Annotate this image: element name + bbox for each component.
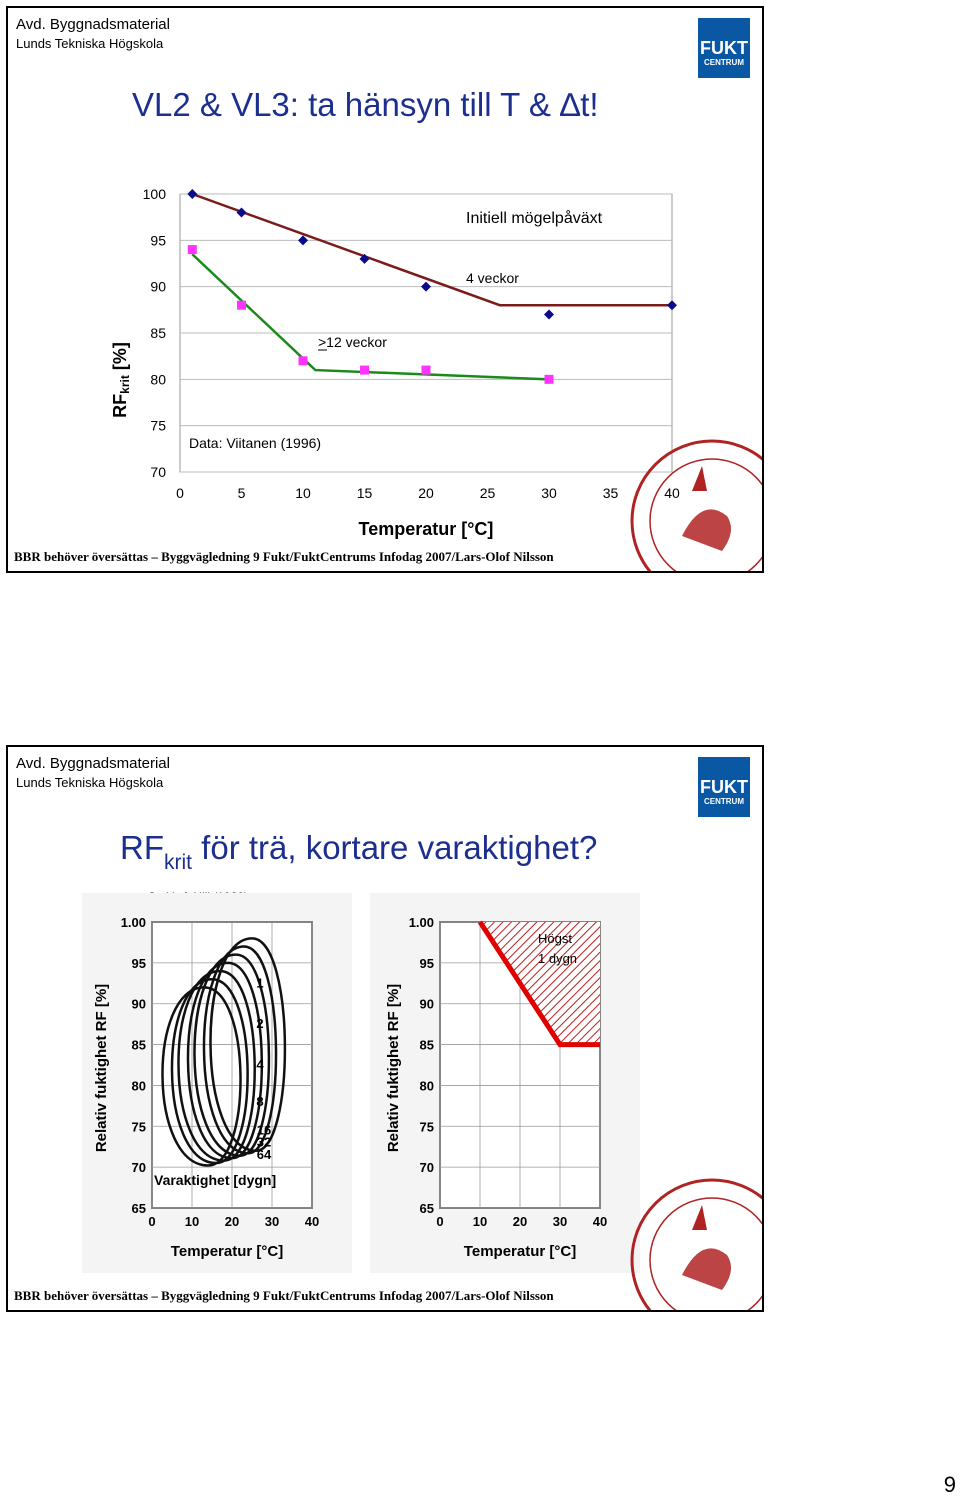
chart2-curve-label: 32 [256,1134,272,1150]
chart1-ytick-label: 80 [150,371,166,388]
annotation-12-weeks: >12 veckor [318,334,387,350]
chart2-ytick-label: 90 [131,996,146,1012]
chart2-curve-label: 8 [256,1093,264,1109]
annotation-data-source: Data: Viitanen (1996) [189,435,322,451]
slide-title [120,829,597,875]
chart3-ytick-label: 1.00 [408,915,434,930]
chart3-ytick-label: 90 [419,996,434,1012]
chart1-xtick-label: 10 [295,485,311,501]
chart3-ytick-label: 70 [419,1160,434,1176]
chart1-square-point [299,356,308,365]
ylabel-sub: krit [118,375,132,394]
chart1-ytick-label: 90 [150,278,166,295]
page-number: 9 [943,1472,956,1497]
lund-university-seal [622,1170,764,1312]
chart2-ytick-label: 95 [131,955,146,971]
chart1-diamond-point [544,309,554,319]
slide-title: VL2 & VL3: ta hänsyn till T & ∆t! [132,86,599,123]
chart1-diamond-point [667,300,677,310]
chart1-xtick-label: 25 [479,485,496,501]
title-rest: för trä, kortare varaktighet? [192,829,598,866]
annotation-4-weeks: 4 veckor [466,270,519,286]
chart1-square-point [422,366,431,375]
chart1-diamond-point [298,235,308,245]
chart1-xtick-label: 40 [664,485,680,501]
fuktcentrum-logo [698,18,750,78]
chart2-xlabel: Temperatur [°C] [170,1243,284,1260]
chart2-ytick-label: 70 [131,1160,146,1176]
chart1-ytick-label: 100 [142,186,166,202]
chart2-curve-label: 64 [256,1146,272,1162]
university-label: Lunds Tekniska Högskola [16,36,164,51]
left-caption: Smith & Hill (1982) [148,890,249,904]
chart2-ylabel: Relativ fuktighet RF [%] [93,983,110,1153]
title-krit: krit [164,851,192,874]
chart3-xtick-label: 30 [552,1214,568,1229]
chart1-diamond-point [421,282,431,292]
slide-1 [6,6,764,573]
chart1-xtick-label: 35 [602,485,619,501]
chart1-square-point [188,245,197,254]
chart2-ytick-label: 65 [131,1201,146,1216]
chart3-ylabel: Relativ fuktighet RF [%] [385,983,402,1153]
chart2-curve-label: 1 [256,975,264,991]
chart3-ytick-label: 85 [419,1037,434,1053]
chart1-xtick-label: 15 [356,485,373,501]
chart2-ytick-label: 1.00 [120,915,146,930]
chart2-curve-label: 2 [256,1016,264,1032]
chart1-ytick-label: 70 [150,464,166,480]
logo-line-2: CENTRUM [704,58,744,67]
chart3-xlabel: Temperatur [°C] [463,1243,577,1260]
chart2-xtick-label: 10 [184,1214,200,1229]
chart3-note-line1: Högst [538,931,572,946]
chart1-ytick-label: 75 [150,417,166,434]
title-rf: RF [120,829,164,866]
svg-text:RFkrit [%] [110,342,132,418]
chart3-ytick-label: 95 [419,955,434,971]
slide-2 [6,745,764,1312]
slide-footer: BBR behöver översättas – Byggvägledning 9 Fukt/FuktCentrums Infodag 2007/Lars-Olof Nilsson [14,1288,554,1303]
chart1-xtick-label: 30 [541,485,557,501]
chart1-xtick-label: 20 [418,485,434,501]
chart3-xtick-label: 40 [592,1214,608,1229]
chart3-xtick-label: 20 [512,1214,528,1229]
chart2-xtick-label: 40 [304,1214,320,1229]
chart3-xtick-label: 10 [472,1214,488,1229]
chart2-legend-title: Varaktighet [dygn] [154,1172,277,1188]
right-caption: Möjlig formulering [434,893,529,907]
chart2-curve-label: 16 [256,1122,272,1138]
chart2-xtick-label: 30 [264,1214,280,1229]
lund-university-seal [622,431,764,573]
smith-hill-chart [82,893,352,1273]
chart1-square-point [360,366,369,375]
mojlig-formulering-chart [370,893,640,1273]
university-label: Lunds Tekniska Högskola [16,775,164,790]
chart2-xtick-label: 0 [148,1214,156,1229]
chart1-diamond-point [187,189,197,199]
chart1-ylabel [110,342,132,418]
department-label: Avd. Byggnadsmaterial [16,16,170,33]
fuktcentrum-logo [698,757,750,817]
logo-line-1: FUKT [700,38,748,58]
chart2-ytick-label: 80 [131,1078,146,1094]
chart1-square-point [545,375,554,384]
chart1-square-point [237,301,246,310]
chart1-diamond-point [237,208,247,218]
logo-line-1: FUKT [700,777,748,797]
chart3-xtick-label: 0 [436,1214,444,1229]
department-label: Avd. Byggnadsmaterial [16,755,170,772]
chart1-xtick-label: 5 [237,485,246,501]
slide-footer: BBR behöver översättas – Byggvägledning 9 Fukt/FuktCentrums Infodag 2007/Lars-Olof Nilsson [14,549,554,564]
chart3-ytick-label: 75 [419,1119,434,1135]
chart2-curve-label: 4 [256,1057,264,1073]
chart1-ytick-label: 95 [150,232,166,249]
logo-line-2: CENTRUM [704,797,744,806]
chart3-ytick-label: 65 [419,1201,434,1216]
chart2-ytick-label: 85 [131,1037,146,1053]
ylabel-main: RF [110,393,130,418]
chart2-ytick-label: 75 [131,1119,146,1135]
chart1-xtick-label: 0 [176,485,184,501]
chart3-ytick-label: 80 [419,1078,434,1094]
chart1-xlabel: Temperatur [°C] [358,519,494,539]
chart3-note-line2: 1 dygn [538,951,578,966]
chart2-xtick-label: 20 [224,1214,240,1229]
ylabel-unit: [%] [110,342,130,371]
annotation-initial-growth: Initiell mögelpåväxt [466,210,603,227]
chart1-ytick-label: 85 [150,325,166,341]
